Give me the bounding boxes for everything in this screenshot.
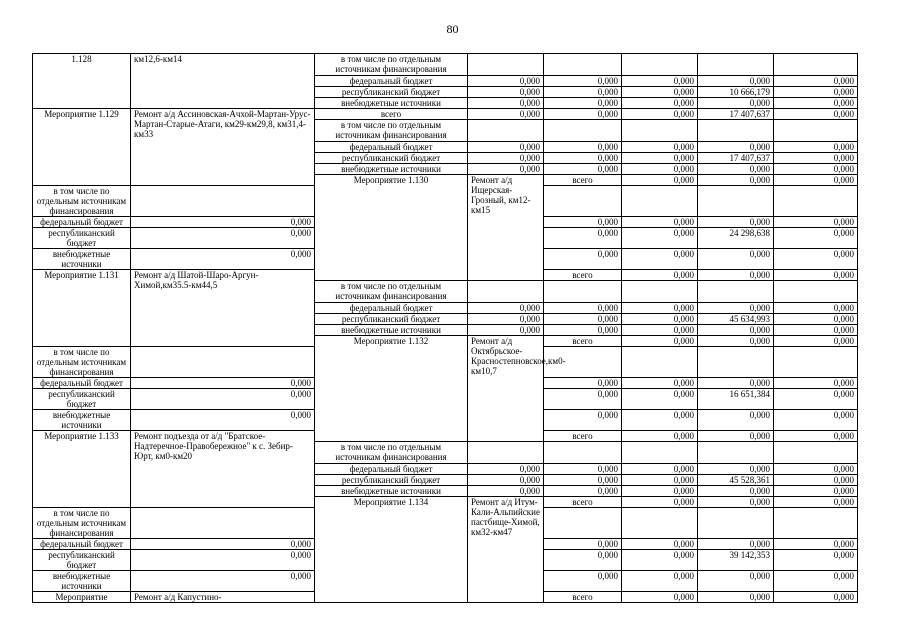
empty-cell: [131, 347, 315, 378]
empty-cell: [622, 120, 698, 142]
empty-cell: [544, 54, 622, 76]
value-cell: 0,000: [131, 539, 315, 550]
page-number: 80: [446, 22, 459, 36]
value-cell: 0,000: [698, 431, 774, 442]
value-cell: 0,000: [698, 571, 774, 592]
value-cell: 0,000: [468, 303, 544, 314]
source-label: республиканский бюджет: [315, 87, 468, 98]
value-cell: 0,000: [622, 550, 698, 571]
source-label: федеральный бюджет: [315, 142, 468, 153]
value-cell: 0,000: [622, 431, 698, 442]
value-cell: 0,000: [622, 314, 698, 325]
empty-cell: [622, 347, 698, 378]
value-cell: 0,000: [774, 87, 858, 98]
value-cell: 0,000: [544, 87, 622, 98]
value-cell: 0,000: [622, 303, 698, 314]
value-cell: 0,000: [774, 475, 858, 486]
value-cell: 0,000: [468, 142, 544, 153]
measure-id: Мероприятие 1.129: [33, 109, 131, 186]
empty-cell: [468, 120, 544, 142]
value-cell: 0,000: [131, 378, 315, 389]
empty-cell: [544, 442, 622, 464]
source-label: внебюджетные источники: [315, 98, 468, 109]
value-cell: 0,000: [774, 325, 858, 336]
source-label: федеральный бюджет: [315, 303, 468, 314]
source-label: республиканский бюджет: [315, 153, 468, 164]
value-cell: 0,000: [544, 228, 622, 249]
value-cell: 0,000: [131, 249, 315, 270]
value-cell: 0,000: [622, 539, 698, 550]
empty-cell: [468, 281, 544, 303]
value-cell: 0,000: [698, 336, 774, 347]
empty-cell: [698, 281, 774, 303]
value-cell: 0,000: [774, 389, 858, 410]
measure-name: Ремонт подъезда от а/д "Братское-Надтеречное-Правобережное" к с. Зебир-Юрт, км0-км20: [131, 431, 315, 508]
value-cell: 24 298,638: [698, 228, 774, 249]
empty-cell: [544, 120, 622, 142]
value-cell: 0,000: [468, 153, 544, 164]
source-label: в том числе по отдельным источникам финансирования: [33, 347, 131, 378]
value-cell: 0,000: [622, 153, 698, 164]
empty-cell: [622, 54, 698, 76]
value-cell: 16 651,384: [698, 389, 774, 410]
value-cell: 0,000: [622, 98, 698, 109]
value-cell: 45 634,993: [698, 314, 774, 325]
value-cell: 0,000: [698, 217, 774, 228]
value-cell: 0,000: [774, 228, 858, 249]
measure-id: 1.128: [33, 54, 131, 109]
empty-cell: [131, 508, 315, 539]
value-cell: 0,000: [774, 571, 858, 592]
empty-cell: [698, 120, 774, 142]
value-cell: 0,000: [131, 389, 315, 410]
value-cell: 0,000: [774, 592, 858, 603]
value-cell: 0,000: [468, 314, 544, 325]
value-cell: 0,000: [622, 270, 698, 281]
value-cell: 0,000: [544, 217, 622, 228]
value-cell: 0,000: [698, 98, 774, 109]
source-label: в том числе по отдельным источникам финансирования: [315, 442, 468, 464]
source-label: в том числе по отдельным источникам финансирования: [33, 508, 131, 539]
value-cell: 0,000: [774, 464, 858, 475]
value-cell: 0,000: [698, 592, 774, 603]
source-label: в том числе по отдельным источникам финансирования: [315, 281, 468, 303]
value-cell: 0,000: [544, 464, 622, 475]
empty-cell: [468, 54, 544, 76]
value-cell: 0,000: [544, 249, 622, 270]
value-cell: 0,000: [774, 98, 858, 109]
value-cell: 0,000: [622, 475, 698, 486]
value-cell: 0,000: [468, 475, 544, 486]
value-cell: 0,000: [774, 378, 858, 389]
value-cell: 0,000: [468, 76, 544, 87]
value-cell: 0,000: [131, 410, 315, 431]
value-cell: 0,000: [622, 336, 698, 347]
empty-cell: [622, 442, 698, 464]
empty-cell: [698, 54, 774, 76]
value-cell: 45 528,361: [698, 475, 774, 486]
empty-cell: [622, 281, 698, 303]
source-label: внебюджетные источники: [33, 571, 131, 592]
value-cell: 0,000: [774, 336, 858, 347]
measure-name: Ремонт а/д Ищерская-Грозный, км12-км15: [468, 175, 544, 281]
empty-cell: [698, 508, 774, 539]
empty-cell: [698, 186, 774, 217]
value-cell: 0,000: [622, 571, 698, 592]
value-cell: 0,000: [774, 539, 858, 550]
empty-cell: [544, 281, 622, 303]
value-cell: 0,000: [131, 550, 315, 571]
empty-cell: [774, 281, 858, 303]
value-cell: 0,000: [544, 325, 622, 336]
source-label: республиканский бюджет: [33, 228, 131, 249]
value-cell: 0,000: [774, 164, 858, 175]
value-cell: 0,000: [774, 431, 858, 442]
source-label: федеральный бюджет: [33, 378, 131, 389]
source-label: федеральный бюджет: [315, 464, 468, 475]
measure-name: Ремонт а/д Итум-Кали-Альпийские пастбище-Химой, км32-км47: [468, 497, 544, 603]
value-cell: 0,000: [544, 378, 622, 389]
source-label: республиканский бюджет: [315, 314, 468, 325]
value-cell: 0,000: [774, 497, 858, 508]
value-cell: 0,000: [544, 76, 622, 87]
empty-cell: [774, 442, 858, 464]
empty-cell: [698, 347, 774, 378]
value-cell: 0,000: [774, 76, 858, 87]
source-label: внебюджетные источники: [33, 410, 131, 431]
value-cell: 0,000: [544, 142, 622, 153]
value-cell: 0,000: [622, 497, 698, 508]
value-cell: 17 407,637: [698, 153, 774, 164]
measure-id: Мероприятие 1.133: [33, 431, 131, 508]
value-cell: 0,000: [698, 378, 774, 389]
value-cell: 0,000: [468, 87, 544, 98]
value-cell: 0,000: [774, 410, 858, 431]
source-label: в том числе по отдельным источникам финансирования: [33, 186, 131, 217]
value-cell: 0,000: [698, 497, 774, 508]
source-label: всего: [544, 270, 622, 281]
value-cell: 0,000: [698, 76, 774, 87]
measure-name: Ремонт а/д Капустино-: [131, 592, 315, 603]
value-cell: 0,000: [468, 486, 544, 497]
value-cell: 0,000: [622, 389, 698, 410]
empty-cell: [544, 186, 622, 217]
source-label: республиканский бюджет: [33, 550, 131, 571]
value-cell: 0,000: [774, 303, 858, 314]
value-cell: 0,000: [622, 109, 698, 120]
source-label: республиканский бюджет: [33, 389, 131, 410]
funding-table: [32, 53, 858, 603]
value-cell: 0,000: [468, 109, 544, 120]
table-row: [33, 54, 858, 76]
value-cell: 0,000: [698, 249, 774, 270]
value-cell: 0,000: [544, 571, 622, 592]
value-cell: 0,000: [544, 98, 622, 109]
value-cell: 0,000: [774, 153, 858, 164]
value-cell: 0,000: [622, 378, 698, 389]
measure-name: Ремонт а/д Октябрьское-Красностепновское,км0-км10,7: [468, 336, 544, 442]
value-cell: 0,000: [774, 217, 858, 228]
empty-cell: [544, 508, 622, 539]
value-cell: 0,000: [774, 142, 858, 153]
value-cell: 0,000: [622, 87, 698, 98]
source-label: всего: [315, 109, 468, 120]
value-cell: 0,000: [774, 550, 858, 571]
value-cell: 0,000: [622, 76, 698, 87]
empty-cell: [698, 442, 774, 464]
value-cell: 0,000: [468, 164, 544, 175]
value-cell: 0,000: [622, 175, 698, 186]
value-cell: 0,000: [774, 109, 858, 120]
source-label: в том числе по отдельным источникам финансирования: [315, 54, 468, 76]
source-label: внебюджетные источники: [315, 486, 468, 497]
measure-id: Мероприятие: [33, 592, 131, 603]
value-cell: 0,000: [131, 228, 315, 249]
value-cell: 0,000: [622, 410, 698, 431]
value-cell: 0,000: [698, 270, 774, 281]
value-cell: 0,000: [698, 410, 774, 431]
value-cell: 0,000: [698, 175, 774, 186]
source-label: федеральный бюджет: [315, 76, 468, 87]
value-cell: 0,000: [544, 539, 622, 550]
value-cell: 0,000: [544, 303, 622, 314]
source-label: всего: [544, 497, 622, 508]
source-label: внебюджетные источники: [315, 164, 468, 175]
empty-cell: [774, 186, 858, 217]
value-cell: 0,000: [622, 486, 698, 497]
source-label: в том числе по отдельным источникам финансирования: [315, 120, 468, 142]
value-cell: 39 142,353: [698, 550, 774, 571]
value-cell: 0,000: [544, 109, 622, 120]
value-cell: 0,000: [622, 325, 698, 336]
empty-cell: [774, 120, 858, 142]
value-cell: 0,000: [622, 592, 698, 603]
value-cell: 0,000: [544, 486, 622, 497]
value-cell: 0,000: [774, 249, 858, 270]
value-cell: 17 407,637: [698, 109, 774, 120]
measure-name: Ремонт а/д Шатой-Шаро-Аргун-Химой,км35.5-км44,5: [131, 270, 315, 347]
empty-cell: [622, 508, 698, 539]
value-cell: 0,000: [774, 314, 858, 325]
source-label: федеральный бюджет: [33, 217, 131, 228]
value-cell: 0,000: [544, 475, 622, 486]
empty-cell: [774, 508, 858, 539]
source-label: внебюджетные источники: [33, 249, 131, 270]
measure-id: Мероприятие 1.132: [315, 336, 468, 442]
value-cell: 0,000: [468, 98, 544, 109]
measure-id: Мероприятие 1.131: [33, 270, 131, 347]
value-cell: 0,000: [698, 464, 774, 475]
value-cell: 0,000: [698, 164, 774, 175]
source-label: федеральный бюджет: [33, 539, 131, 550]
empty-cell: [622, 186, 698, 217]
value-cell: 0,000: [622, 249, 698, 270]
measure-id: Мероприятие 1.130: [315, 175, 468, 281]
value-cell: 0,000: [698, 486, 774, 497]
value-cell: 0,000: [468, 325, 544, 336]
value-cell: 10 666,179: [698, 87, 774, 98]
value-cell: 0,000: [774, 175, 858, 186]
value-cell: 0,000: [622, 142, 698, 153]
value-cell: 0,000: [698, 539, 774, 550]
empty-cell: [131, 186, 315, 217]
value-cell: 0,000: [698, 303, 774, 314]
value-cell: 0,000: [622, 164, 698, 175]
value-cell: 0,000: [468, 464, 544, 475]
value-cell: 0,000: [774, 486, 858, 497]
source-label: всего: [544, 592, 622, 603]
value-cell: 0,000: [544, 314, 622, 325]
measure-name: Ремонт а/д Ассиновская-Ачхой-Мартан-Урус-Мартан-Старые-Атаги, км29-км29,8, км31,4-км33: [131, 109, 315, 186]
empty-cell: [774, 347, 858, 378]
source-label: всего: [544, 431, 622, 442]
source-label: всего: [544, 336, 622, 347]
value-cell: 0,000: [131, 571, 315, 592]
value-cell: 0,000: [622, 228, 698, 249]
value-cell: 0,000: [544, 153, 622, 164]
value-cell: 0,000: [622, 217, 698, 228]
source-label: республиканский бюджет: [315, 475, 468, 486]
value-cell: 0,000: [544, 410, 622, 431]
empty-cell: [468, 442, 544, 464]
value-cell: 0,000: [544, 164, 622, 175]
value-cell: 0,000: [544, 389, 622, 410]
table-row: [33, 109, 858, 120]
value-cell: 0,000: [698, 142, 774, 153]
measure-id: Мероприятие 1.134: [315, 497, 468, 603]
value-cell: 0,000: [622, 464, 698, 475]
measure-name: км12,6-км14: [131, 54, 315, 109]
source-label: всего: [544, 175, 622, 186]
value-cell: 0,000: [774, 270, 858, 281]
value-cell: 0,000: [131, 217, 315, 228]
value-cell: 0,000: [698, 325, 774, 336]
value-cell: 0,000: [544, 550, 622, 571]
source-label: внебюджетные источники: [315, 325, 468, 336]
empty-cell: [774, 54, 858, 76]
